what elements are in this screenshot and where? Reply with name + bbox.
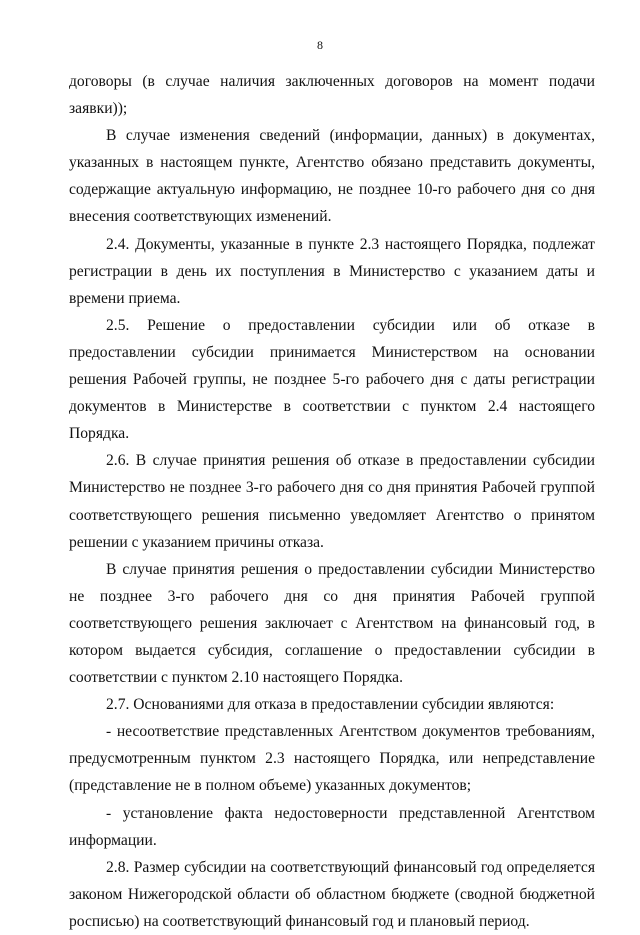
- page-number: 8: [317, 38, 323, 52]
- paragraph-2-4: 2.4. Документы, указанные в пункте 2.3 настоящего Порядка, подлежат регистрации в день их поступления в Министерство с указанием даты и времени приема.: [69, 235, 595, 307]
- paragraph-2-7: 2.7. Основаниями для отказа в предоставлении субсидии являются:: [106, 696, 555, 714]
- list-item-inaccuracy: - установление факта недостоверности представленной Агентством информации.: [69, 804, 595, 849]
- paragraph-2-5: 2.5. Решение о предоставлении субсидии или об отказе в предоставлении субсидии принимается Министерством на основании решения Рабочей группы, не позднее 5-го рабочего дня с даты регистрации документов в Министерстве в соответствии с пунктом 2.4 настоящего Порядка.: [69, 316, 595, 443]
- paragraph-contracts-continuation: договоры (в случае наличия заключенных договоров на момент подачи заявки));: [69, 73, 595, 118]
- list-item-nonconformity: - несоответствие представленных Агентством документов требованиям, предусмотренным пунктом 2.3 настоящего Порядка, или непредставление (представление не в полном объеме) указанных документов;: [69, 723, 595, 795]
- document-body: [69, 68, 595, 935]
- paragraph-changes-notice: В случае изменения сведений (информации, данных) в документах, указанных в настоящем пункте, Агентство обязано представить документы, содержащие актуальную информацию, не позднее 10-го рабочего дня со дня внесения соответствующих изменений.: [69, 127, 595, 226]
- paragraph-2-8: 2.8. Размер субсидии на соответствующий финансовый год определяется законом Нижегородской области об областном бюджете (сводной бюджетной росписью) на соответствующий финансовый год и плановый период.: [69, 858, 595, 930]
- paragraph-subsidy-agreement: В случае принятия решения о предоставлении субсидии Министерство не позднее 3-го рабочего дня со дня принятия Рабочей группой соответствующего решения заключает с Агентством на финансовый год, в котором выдается субсидия, соглашение о предоставлении субсидии в соответствии с пунктом 2.10 настоящего Порядка.: [69, 560, 595, 687]
- paragraph-2-6: 2.6. В случае принятия решения об отказе в предоставлении субсидии Министерство не позднее 3-го рабочего дня со дня принятия Рабочей группой соответствующего решения письменно уведомляет Агентство о принятом решении с указанием причины отказа.: [69, 452, 595, 551]
